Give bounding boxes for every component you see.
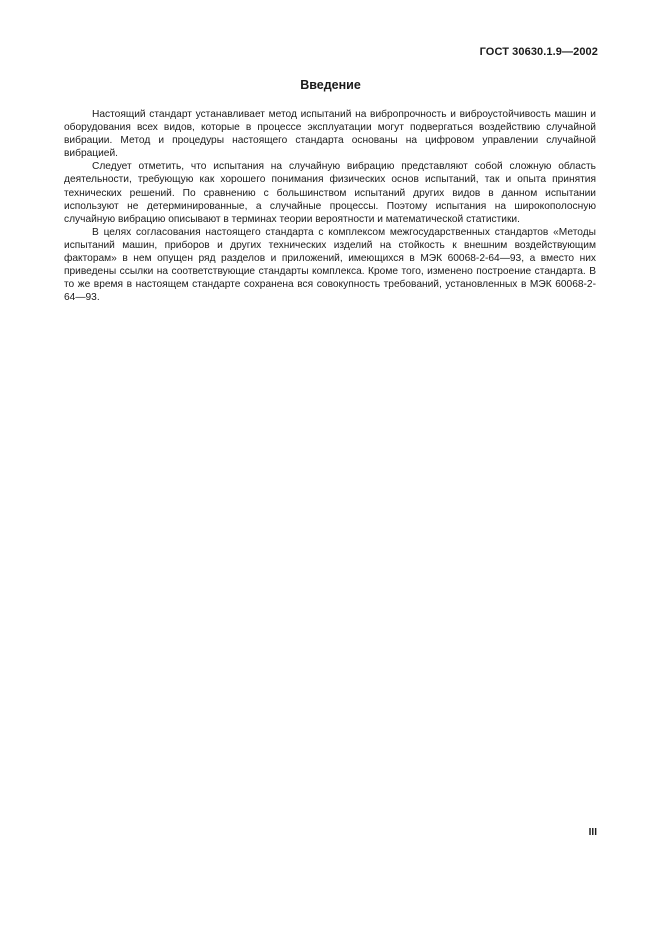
section-body [64, 108, 596, 304]
paragraph: Следует отметить, что испытания на случайную вибрацию представляют собой сложную область деятельности, требующую как хорошего понимания физических основ испытаний, так и опыта принятия технических решений. По сравнению с большинством испытаний других видов в данном испытании используют не детерминированные, а случайные процессы. Поэтому испытания на широкополосную случайную вибрацию описывают в терминах теории вероятности и математической статистики. [64, 161, 596, 225]
page-number: III [588, 827, 597, 838]
paragraph: В целях согласования настоящего стандарта с комплексом межгосударственных стандартов «Методы испытаний машин, приборов и других технических изделий на стойкость к внешним воздействующим факторам» в нем опущен ряд разделов и приложений, имеющихся в МЭК 60068-2-64—93, а вместо них приведены ссылки на соответствующие стандарты комплекса. Кроме того, изменено построение стандарта. В то же время в настоящем стандарте сохранена вся совокупность требований, установленных в МЭК 60068-2-64—93. [64, 226, 596, 304]
document-code: ГОСТ 30630.1.9—2002 [479, 46, 598, 58]
section-title: Введение [300, 78, 361, 92]
paragraph: Настоящий стандарт устанавливает метод испытаний на вибропрочность и виброустойчивость машин и оборудования всех видов, которые в процессе эксплуатации могут подвергаться воздействию случайной вибрации. Метод и процедуры настоящего стандарта основаны на цифровом управлении случайной вибрацией. [64, 109, 596, 160]
